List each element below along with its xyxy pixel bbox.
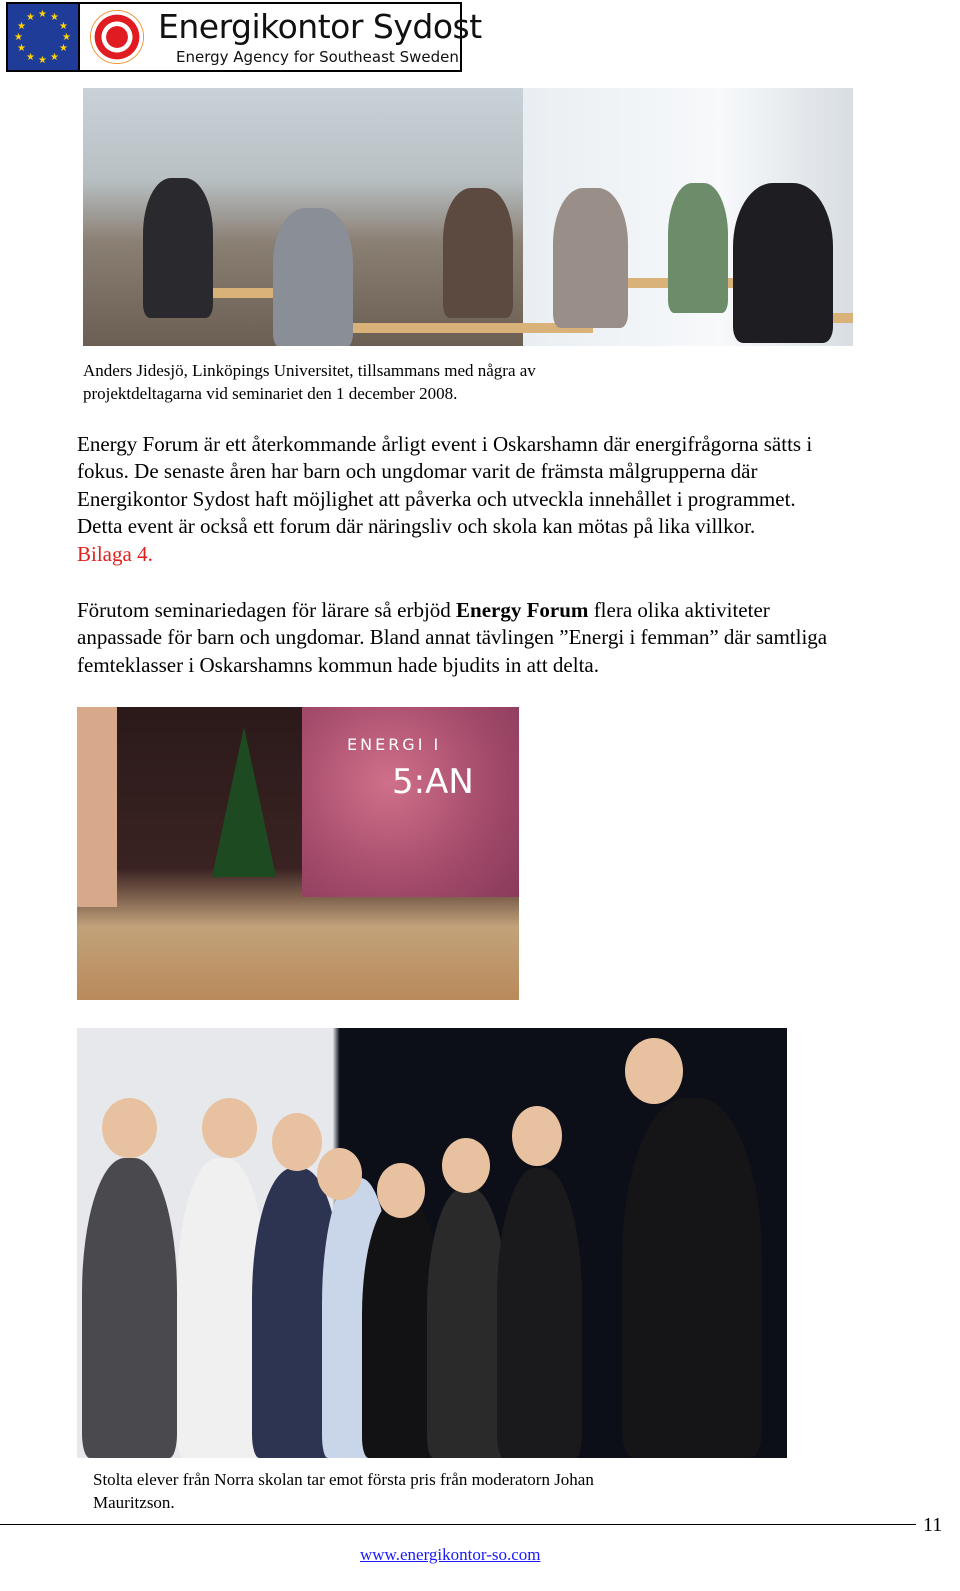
paragraph2-line2: anpassade för barn och ungdomar. Bland annat tävlingen ”Energi i femman” där samtliga [77,625,828,649]
paragraph1-line1: Energy Forum är ett återkommande årligt event i Oskarshamn där energifrågorna sätts i [77,432,813,456]
screen-text: ENERGI I [347,735,442,754]
logo-divider [78,4,88,70]
paragraph1-line4: Detta event är också ett forum där näringsliv och skola kan mötas på lika villkor. [77,514,756,538]
footer-website-link[interactable]: www.energikontor-so.com [360,1545,541,1564]
students-caption-line1: Stolta elever från Norra skolan tar emot första pris från moderatorn Johan [93,1470,594,1489]
logo-subtitle: Energy Agency for Southeast Sweden [176,48,459,66]
screen-big-text: 5:AN [392,762,474,802]
energy-swirl-icon [90,10,144,64]
eu-flag-icon: ★ ★ ★ ★ ★ ★ ★ ★ ★ ★ ★ ★ [8,4,78,70]
curtain [77,707,117,907]
paragraph2-text-before: Förutom seminariedagen för lärare så erbjöd [77,598,457,622]
footer-rule [0,1524,916,1525]
paragraph2-line3: femteklasser i Oskarshamns kommun hade bjudits in att delta. [77,653,599,677]
energy-forum-bold: Energy Forum [456,598,589,622]
bilaga-link[interactable]: Bilaga 4. [77,542,153,566]
energikontor-logo [6,2,482,72]
stage-photo [77,707,519,1000]
page-number: 11 [923,1514,943,1536]
students-photo [77,1028,787,1458]
seminar-caption-line2: projektdeltagarna vid seminariet den 1 december 2008. [83,384,458,403]
seminar-photo [83,88,853,346]
paragraph1-line2: fokus. De senaste åren har barn och ungdomar varit de främsta målgrupperna där [77,459,758,483]
christmas-tree [212,727,276,877]
seminar-caption-line1: Anders Jidesjö, Linköpings Universitet, tillsammans med några av [83,361,536,380]
paragraph2-text-after: flera olika aktiviteter [588,598,770,622]
students-caption-line2: Mauritzson. [93,1493,175,1512]
paragraph1-line3: Energikontor Sydost haft möjlighet att påverka och utveckla innehållet i programmet. [77,487,796,511]
paragraph2-line1 [77,597,770,625]
logo-title: Energikontor Sydost [158,7,482,46]
